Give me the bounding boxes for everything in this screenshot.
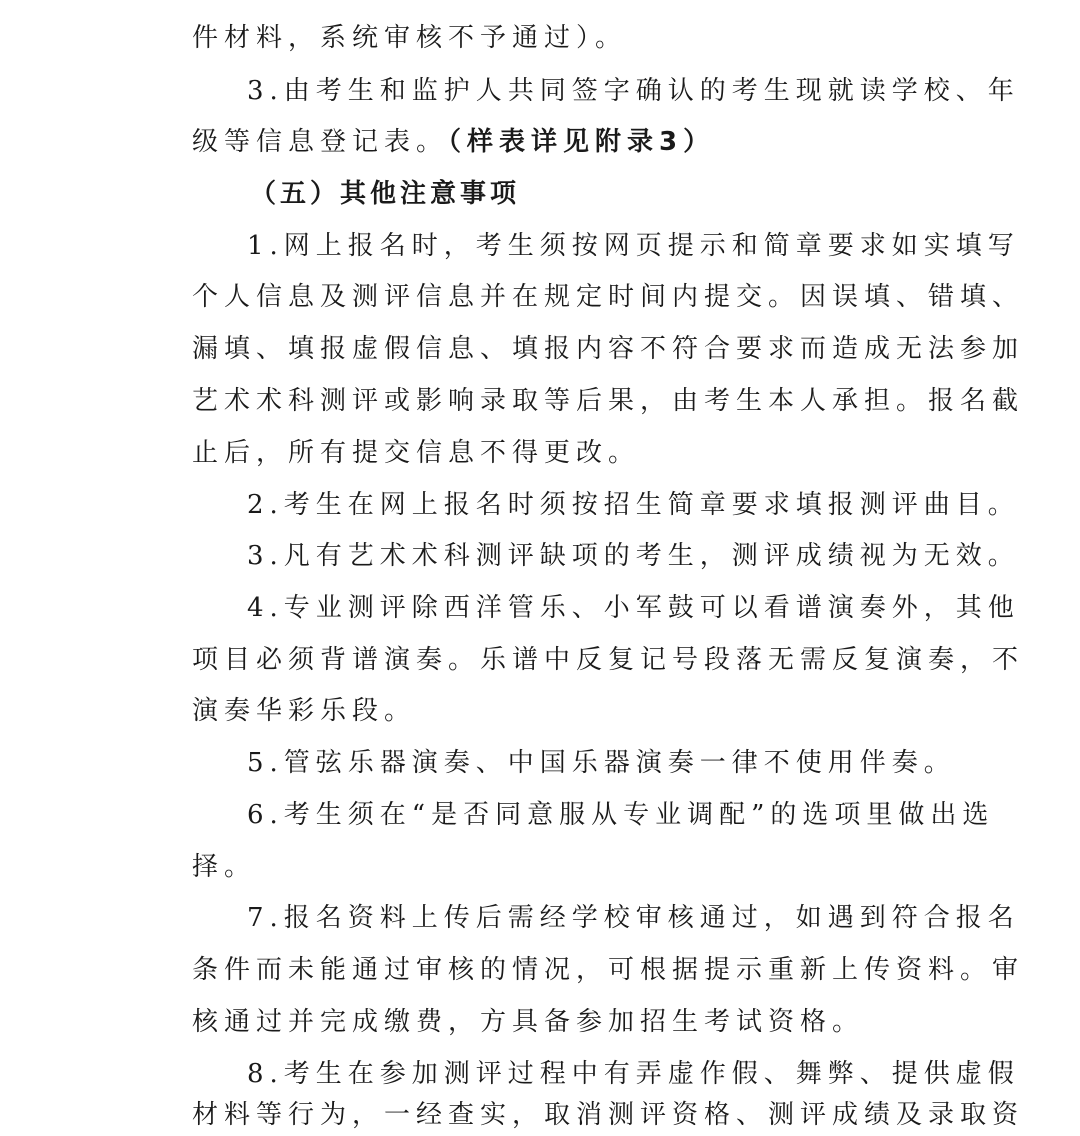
text-line: 7.报名资料上传后需经学校审核通过，如遇到符合报名 — [247, 903, 1020, 933]
section-heading: （五）其他注意事项 — [250, 179, 521, 209]
text-line: 漏填、填报虚假信息、填报内容不符合要求而造成无法参加 — [192, 334, 1025, 364]
text-line: 止后，所有提交信息不得更改。 — [192, 438, 641, 468]
text-line: 艺术术科测评或影响录取等后果，由考生本人承担。报名截 — [192, 386, 1025, 416]
text-line: 8.考生在参加测评过程中有弄虚作假、舞弊、提供虚假 — [247, 1059, 1020, 1089]
appendix-reference: （样表详见附录3） — [448, 127, 716, 157]
text-run: 级等信息登记表。 — [192, 127, 449, 157]
text-line: 择。 — [192, 852, 257, 882]
text-line: 2.考生在网上报名时须按招生简章要求填报测评曲目。 — [247, 490, 1020, 520]
text-line: 件材料，系统审核不予通过）。 — [192, 23, 628, 53]
text-line: 3.凡有艺术术科测评缺项的考生，测评成绩视为无效。 — [247, 541, 1020, 571]
text-line: 核通过并完成缴费，方具备参加招生考试资格。 — [192, 1007, 865, 1037]
text-line — [192, 129, 715, 155]
text-line: 3.由考生和监护人共同签字确认的考生现就读学校、年 — [247, 76, 1020, 106]
text-line: 5.管弦乐器演奏、中国乐器演奏一律不使用伴奏。 — [247, 748, 956, 778]
text-line: 4.专业测评除西洋管乐、小军鼓可以看谱演奏外，其他 — [247, 593, 1020, 623]
text-line: 项目必须背谱演奏。乐谱中反复记号段落无需反复演奏，不 — [192, 645, 1025, 675]
text-line: 6.考生须在“是否同意服从专业调配”的选项里做出选 — [247, 800, 995, 830]
text-line: 材料等行为，一经查实，取消测评资格、测评成绩及录取资 — [192, 1100, 1025, 1130]
text-line: 条件而未能通过审核的情况，可根据提示重新上传资料。审 — [192, 955, 1025, 985]
text-line: 个人信息及测评信息并在规定时间内提交。因误填、错填、 — [192, 282, 1025, 312]
text-line: 演奏华彩乐段。 — [192, 696, 417, 726]
text-line: 1.网上报名时，考生须按网页提示和简章要求如实填写 — [247, 231, 1020, 261]
